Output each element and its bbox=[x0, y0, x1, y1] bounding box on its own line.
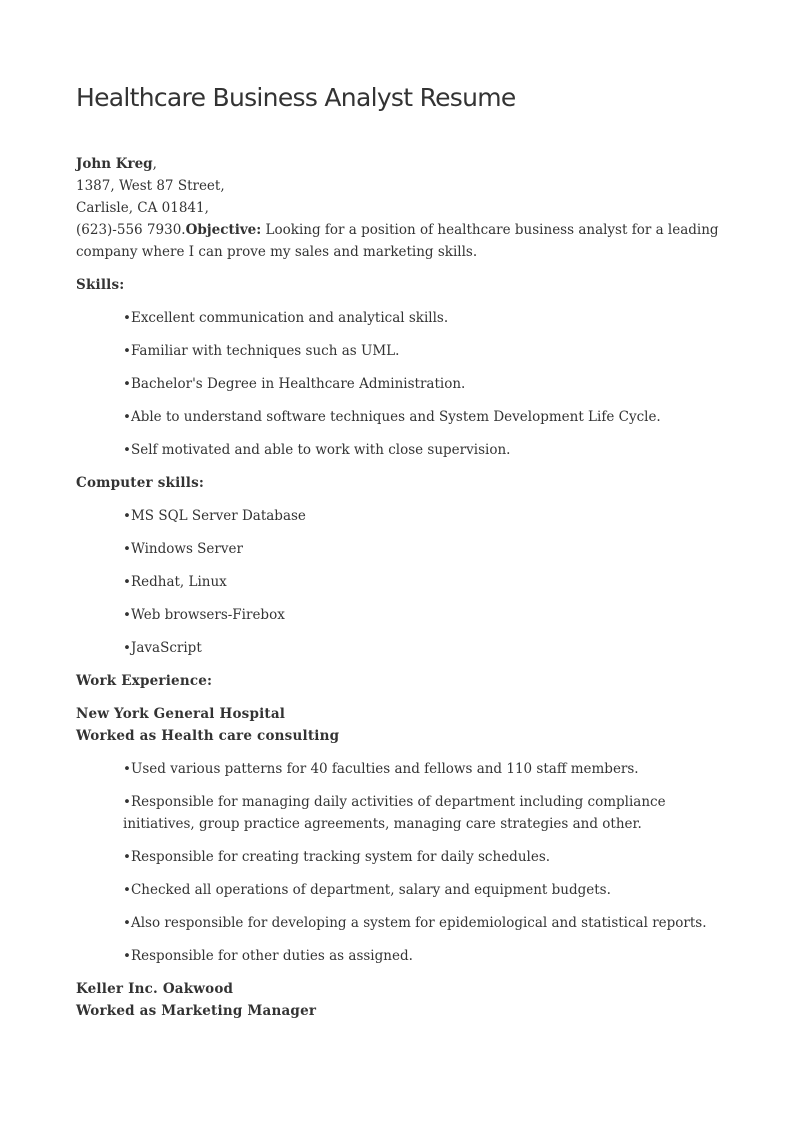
address-line-1: 1387, West 87 Street, bbox=[76, 178, 225, 194]
list-item bbox=[123, 637, 736, 659]
bullet-icon: • bbox=[123, 442, 131, 458]
list-item-text: JavaScript bbox=[130, 640, 202, 656]
list-item bbox=[123, 505, 736, 527]
contact-name: John Kreg bbox=[76, 156, 153, 172]
list-item-text: Familiar with techniques such as UML. bbox=[130, 343, 400, 359]
bullet-icon: • bbox=[123, 948, 131, 964]
computer-skills-list bbox=[76, 505, 736, 659]
list-item-text: Checked all operations of department, salary and equipment budgets. bbox=[130, 882, 611, 898]
employer-name: Keller Inc. Oakwood bbox=[76, 981, 234, 997]
list-item-text: Bachelor's Degree in Healthcare Administration. bbox=[130, 376, 466, 392]
list-item bbox=[123, 758, 736, 780]
bullet-icon: • bbox=[123, 794, 131, 810]
bullet-icon: • bbox=[123, 640, 131, 656]
list-item bbox=[123, 912, 736, 934]
list-item bbox=[123, 571, 736, 593]
employer-name: New York General Hospital bbox=[76, 706, 286, 722]
contact-name-line bbox=[76, 153, 736, 175]
list-item-text: Responsible for managing daily activities of department including compliance initiatives, group practice agreements, managing care strategies and other. bbox=[123, 794, 666, 832]
list-item bbox=[123, 340, 736, 362]
list-item-text: Able to understand software techniques and System Development Life Cycle. bbox=[130, 409, 661, 425]
job-duties-list bbox=[76, 758, 736, 967]
bullet-icon: • bbox=[123, 607, 131, 623]
list-item-text: Redhat, Linux bbox=[130, 574, 227, 590]
list-item-text: Responsible for other duties as assigned. bbox=[130, 948, 413, 964]
bullet-icon: • bbox=[123, 541, 131, 557]
bullet-icon: • bbox=[123, 761, 131, 777]
computer-skills-heading: Computer skills: bbox=[76, 475, 205, 491]
bullet-icon: • bbox=[123, 882, 131, 898]
skills-heading: Skills: bbox=[76, 277, 125, 293]
job-role: Worked as Marketing Manager bbox=[76, 1003, 317, 1019]
bullet-icon: • bbox=[123, 343, 131, 359]
list-item-text: Used various patterns for 40 faculties and fellows and 110 staff members. bbox=[130, 761, 639, 777]
list-item bbox=[123, 604, 736, 626]
list-item-text: MS SQL Server Database bbox=[130, 508, 306, 524]
list-item-text: Windows Server bbox=[130, 541, 243, 557]
list-item-text: Self motivated and able to work with close supervision. bbox=[130, 442, 511, 458]
job-role: Worked as Health care consulting bbox=[76, 728, 340, 744]
bullet-icon: • bbox=[123, 376, 131, 392]
bullet-icon: • bbox=[123, 915, 131, 931]
page-title: Healthcare Business Analyst Resume bbox=[76, 83, 516, 112]
list-item bbox=[123, 846, 736, 868]
skills-list bbox=[76, 307, 736, 461]
list-item-text: Responsible for creating tracking system for daily schedules. bbox=[130, 849, 551, 865]
bullet-icon: • bbox=[123, 574, 131, 590]
bullet-icon: • bbox=[123, 849, 131, 865]
bullet-icon: • bbox=[123, 310, 131, 326]
phone-number: (623)-556 7930. bbox=[76, 222, 186, 238]
list-item-text: Also responsible for developing a system for epidemiological and statistical reports. bbox=[130, 915, 707, 931]
list-item bbox=[123, 307, 736, 329]
list-item bbox=[123, 879, 736, 901]
list-item bbox=[123, 406, 736, 428]
objective-text: Looking for a position of healthcare business analyst for a leading company where I can prove my sales and marketing skills. bbox=[76, 222, 719, 260]
list-item bbox=[123, 373, 736, 395]
list-item-text: Excellent communication and analytical skills. bbox=[130, 310, 449, 326]
list-item-text: Web browsers-Firebox bbox=[130, 607, 285, 623]
objective-label: Objective: bbox=[185, 222, 262, 238]
contact-name-suffix: , bbox=[152, 156, 157, 172]
phone-objective-paragraph bbox=[76, 219, 736, 263]
list-item bbox=[123, 439, 736, 461]
list-item bbox=[123, 538, 736, 560]
address-line-2: Carlisle, CA 01841, bbox=[76, 200, 209, 216]
list-item bbox=[123, 945, 736, 967]
list-item bbox=[123, 791, 736, 835]
resume-body bbox=[76, 153, 736, 1022]
bullet-icon: • bbox=[123, 409, 131, 425]
bullet-icon: • bbox=[123, 508, 131, 524]
work-experience-heading: Work Experience: bbox=[76, 673, 213, 689]
